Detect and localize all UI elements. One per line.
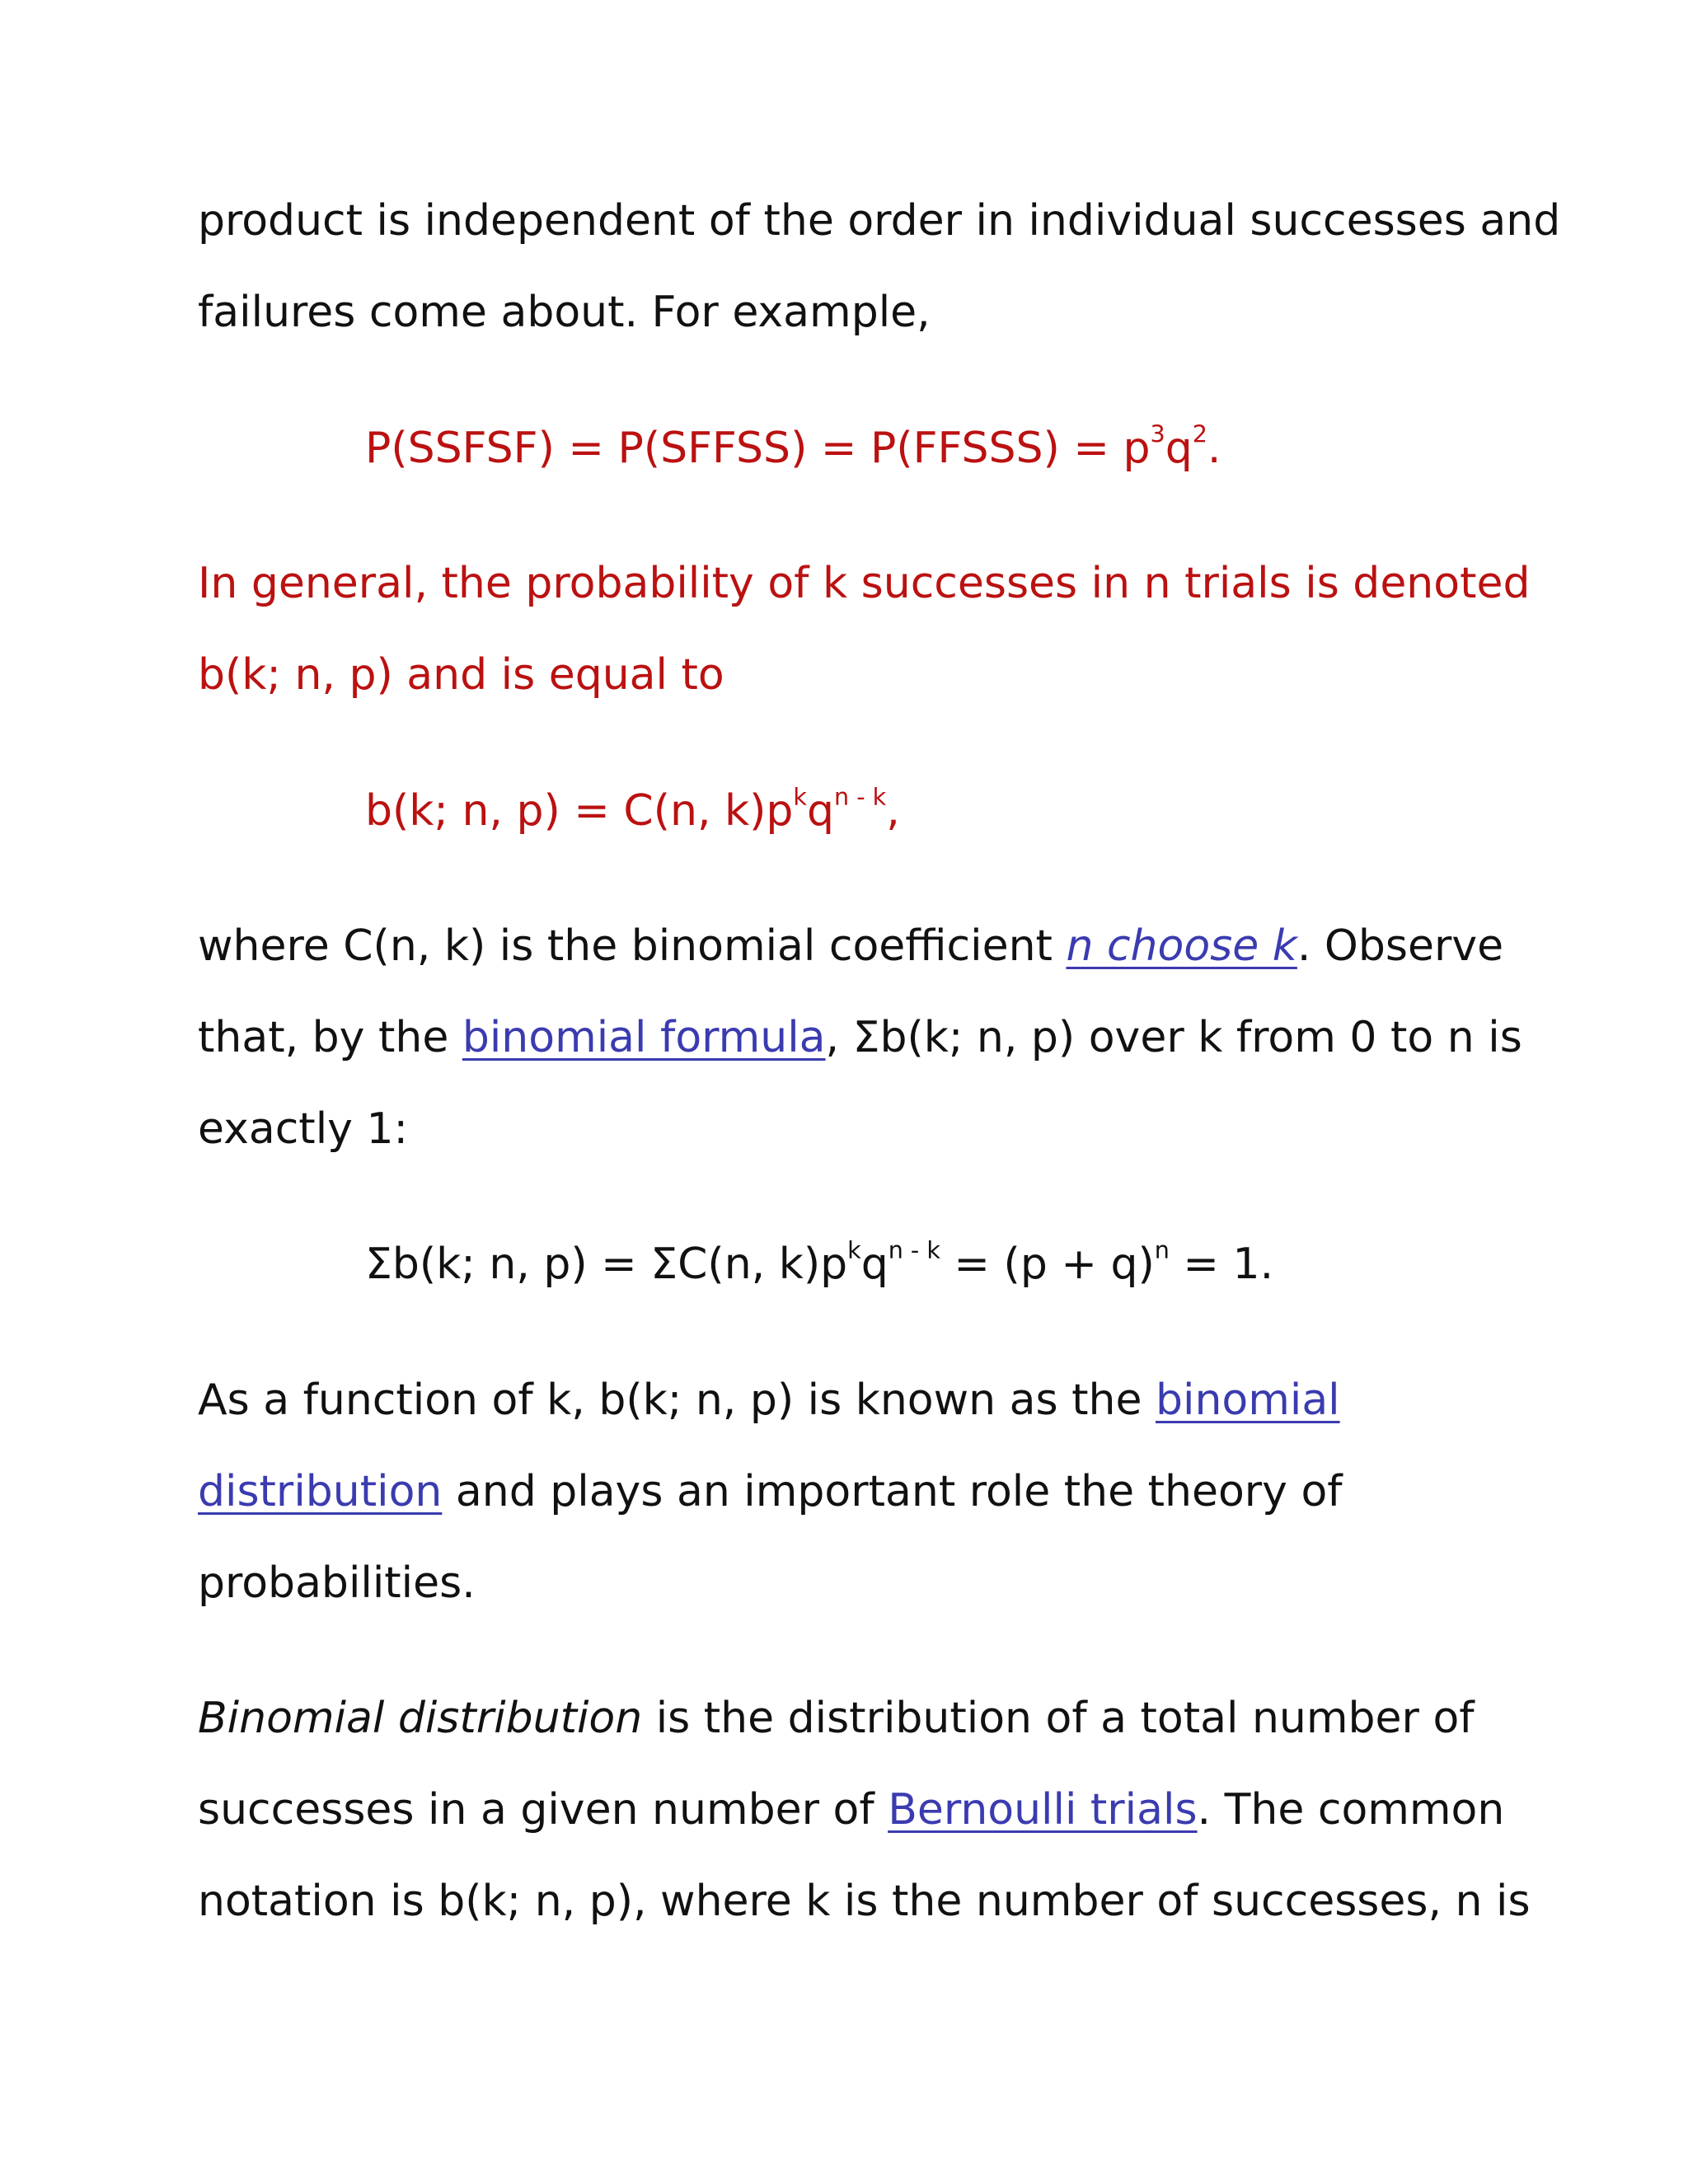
binomial-formula-link[interactable]: binomial formula: [462, 1013, 826, 1062]
text-line-6: [198, 1013, 1522, 1062]
binomial-distribution-term: Binomial distribution: [198, 1694, 643, 1743]
equation-2-end: ,: [886, 786, 900, 836]
text-line-10: probabilities.: [198, 1558, 476, 1608]
text-line-9: [198, 1467, 1343, 1516]
equation-3: [365, 1235, 1274, 1289]
binomial-distribution-link-part-1[interactable]: binomial: [1155, 1376, 1340, 1425]
equation-2-base: b(k; n, p) = C(n, k)p: [365, 786, 794, 836]
equation-3-mid-2: = (p + q): [940, 1240, 1155, 1289]
text-line-1: product is independent of the order in individual successes and: [198, 196, 1561, 246]
text-line-5: [198, 921, 1503, 971]
text-line-4: b(k; n, p) and is equal to: [198, 650, 724, 700]
equation-2: [365, 782, 900, 836]
text-line-6-post: , Σb(k; n, p) over k from 0 to n is: [825, 1013, 1522, 1062]
equation-1-mid: q: [1165, 424, 1193, 473]
binomial-distribution-link-part-2[interactable]: distribution: [198, 1467, 443, 1516]
text-line-12-pre: successes in a given number of: [198, 1785, 889, 1835]
text-line-13: notation is b(k; n, p), where k is the number of successes, n is: [198, 1877, 1531, 1926]
equation-3-end: = 1.: [1169, 1240, 1274, 1289]
equation-3-base: Σb(k; n, p) = ΣC(n, k)p: [365, 1240, 848, 1289]
text-line-12: [198, 1785, 1504, 1835]
text-line-3: In general, the probability of k successes in n trials is denoted: [198, 559, 1531, 608]
equation-2-exp-1: k: [793, 782, 807, 811]
text-line-2: failures come about. For example,: [198, 288, 931, 337]
equation-2-mid: q: [806, 786, 834, 836]
bernoulli-trials-link[interactable]: Bernoulli trials: [888, 1785, 1198, 1835]
equation-3-exp-2: n - k: [888, 1235, 940, 1264]
equation-1-exp-1: 3: [1150, 419, 1165, 448]
equation-1-end: .: [1207, 424, 1221, 473]
text-line-6-pre: that, by the: [198, 1013, 462, 1062]
equation-3-exp-1: k: [847, 1235, 861, 1264]
equation-3-mid: q: [860, 1240, 889, 1289]
text-line-8: [198, 1376, 1340, 1425]
text-line-8-pre: As a function of k, b(k; n, p) is known as the: [198, 1376, 1156, 1425]
text-line-9-post: and plays an important role the theory of: [442, 1467, 1343, 1516]
text-line-11-post: is the distribution of a total number of: [642, 1694, 1475, 1743]
text-line-12-post: . The common: [1197, 1785, 1505, 1835]
equation-1-base: P(SSFSF) = P(SFFSS) = P(FFSSS) = p: [365, 424, 1151, 473]
equation-1: [365, 419, 1221, 473]
text-line-5-post: . Observe: [1296, 921, 1504, 971]
equation-2-exp-2: n - k: [834, 782, 887, 811]
n-choose-k-link[interactable]: n choose k: [1066, 921, 1297, 971]
text-line-5-pre: where C(n, k) is the binomial coefficient: [198, 921, 1067, 971]
text-line-11: [198, 1694, 1475, 1743]
text-line-7: exactly 1:: [198, 1104, 409, 1154]
equation-1-exp-2: 2: [1192, 419, 1207, 448]
equation-3-exp-3: n: [1154, 1235, 1170, 1264]
